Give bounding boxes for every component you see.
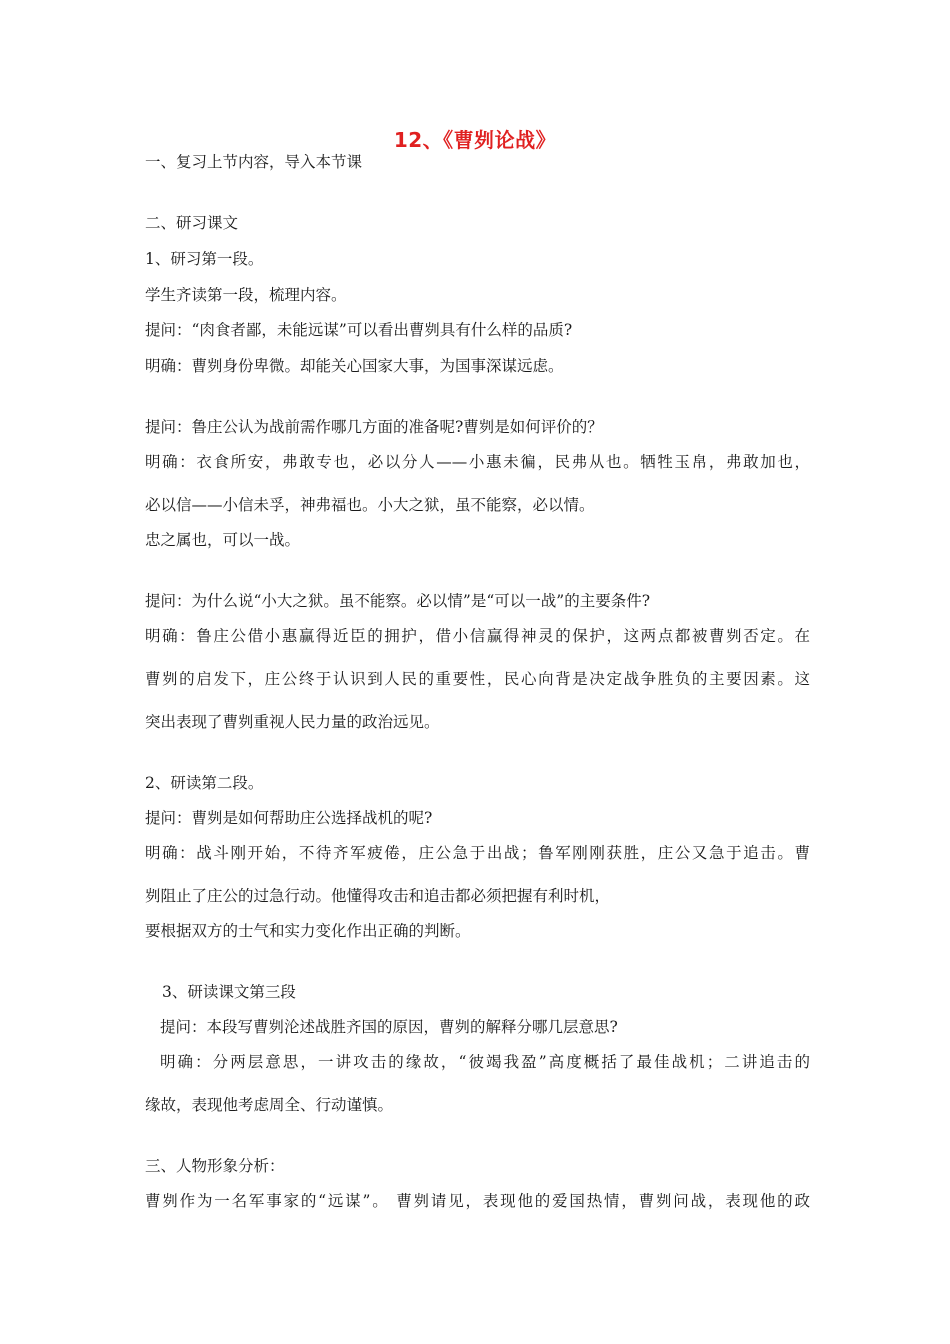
answer-line: 刿阻止了庄公的过急行动。他懂得攻击和追击都必须把握有利时机， <box>145 887 611 905</box>
answer-line: 明确：衣食所安，弗敢专也，必以分人——小惠未徧，民弗从也。牺牲玉帛，弗敢加也， <box>145 453 810 471</box>
subsection-heading-3: 3、研读课文第三段 <box>162 983 296 1001</box>
answer-line: 明确：曹刿身份卑微。却能关心国家大事，为国事深谋远虑。 <box>145 357 564 375</box>
subsection-heading-2: 2、研读第二段。 <box>145 774 264 792</box>
section-heading-study: 二、研习课文 <box>145 214 239 232</box>
answer-line: 必以信——小信未孚，神弗福也。小大之狱，虽不能察，必以情。 <box>145 496 595 514</box>
answer-line: 突出表现了曹刿重视人民力量的政治远见。 <box>145 713 440 731</box>
question-line: 提问：本段写曹刿沦述战胜齐国的原因，曹刿的解释分哪几层意思? <box>160 1018 618 1036</box>
question-line: 提问：为什么说“小大之狱。虽不能察。必以情”是“可以一战”的主要条件? <box>145 592 651 610</box>
paragraph-line: 曹刿作为一名军事家的“远谋”。 曹刿请见，表现他的爱国热情，曹刿问战，表现他的政 <box>145 1192 810 1210</box>
answer-line: 忠之属也，可以一战。 <box>145 531 301 549</box>
answer-line: 要根据双方的士气和实力变化作出正确的判断。 <box>145 922 471 940</box>
section-heading-character: 三、人物形象分析： <box>145 1157 285 1175</box>
answer-line: 明确：战斗刚开始，不待齐军疲倦，庄公急于出战；鲁军刚刚获胜，庄公又急于追击。曹 <box>145 844 810 862</box>
answer-line: 缘故，表现他考虑周全、行动谨慎。 <box>145 1096 394 1114</box>
answer-line: 明确：鲁庄公借小惠赢得近臣的拥护，借小信赢得神灵的保护，这两点都被曹刿否定。在 <box>145 627 810 645</box>
question-line: 提问：曹刿是如何帮助庄公选择战机的呢? <box>145 809 433 827</box>
document-title: 12、《曹刿论战》 <box>393 128 557 152</box>
section-heading-review: 一、复习上节内容，导入本节课 <box>145 153 363 171</box>
paragraph-line: 学生齐读第一段，梳理内容。 <box>145 286 347 304</box>
subsection-heading-1: 1、研习第一段。 <box>145 250 264 268</box>
answer-line: 明确：分两层意思，一讲攻击的缘故，“彼竭我盈”高度概括了最佳战机；二讲追击的 <box>160 1053 810 1071</box>
question-line: 提问：鲁庄公认为战前需作哪几方面的准备呢?曹刿是如何评价的？ <box>145 418 603 436</box>
question-line: 提问：“肉食者鄙，未能远谋”可以看出曹刿具有什么样的品质? <box>145 321 573 339</box>
answer-line: 曹刿的启发下，庄公终于认识到人民的重要性，民心向背是决定战争胜负的主要因素。这 <box>145 670 810 688</box>
